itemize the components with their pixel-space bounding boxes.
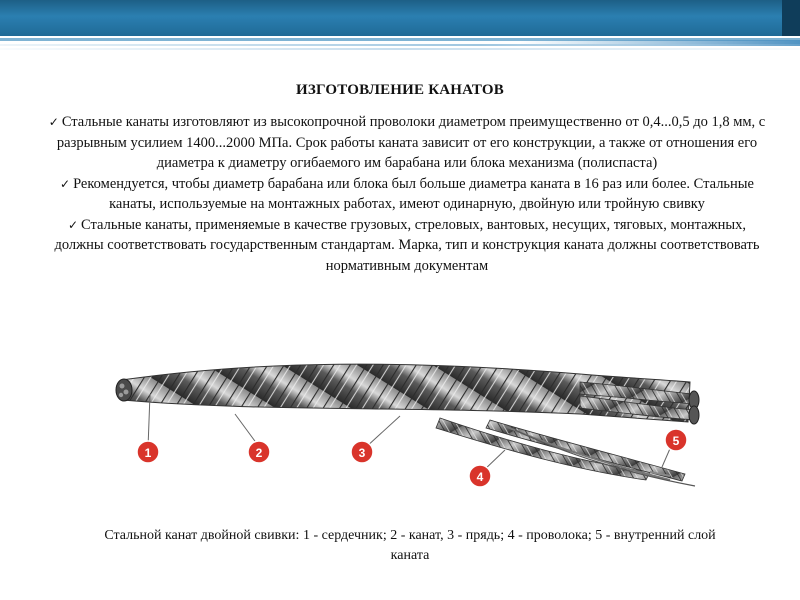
marker-1	[137, 441, 159, 463]
header-line-1	[0, 44, 800, 46]
checkmark-icon: ✓	[67, 217, 79, 232]
marker-1-label: 1	[144, 446, 152, 460]
marker-2-label: 2	[255, 446, 263, 460]
bullet-list	[48, 112, 766, 276]
marker-5	[665, 429, 687, 451]
marker-4	[469, 465, 491, 487]
steel-rope-figure	[110, 352, 710, 502]
bullet-item	[48, 215, 766, 277]
marker-3	[351, 441, 373, 463]
rope-body	[116, 364, 699, 486]
marker-4-label: 4	[476, 470, 484, 484]
bullet-item	[48, 112, 766, 174]
bullet-text: Стальные канаты изготовляют из высокопрочной проволоки диаметром преимущественно от 0,4...0,5 до 1,8 мм, с разрывным усилием 1400...2000 МПа. Срок работы каната зависит от его конструкции, а также от отношения его диаметра к диаметру огибаемого им барабана или блока механизма (полиспаста)	[56, 114, 766, 171]
steel-rope-illustration	[110, 352, 710, 502]
marker-3-label: 3	[358, 446, 366, 460]
header-band	[0, 0, 800, 36]
header-band-corner	[782, 0, 800, 36]
header-line-2	[0, 48, 800, 50]
marker-2	[248, 441, 270, 463]
slide-title: ИЗГОТОВЛЕНИЕ КАНАТОВ	[296, 82, 504, 98]
bullet-item	[48, 174, 766, 215]
checkmark-icon: ✓	[48, 115, 59, 129]
bullet-text: Рекомендуется, чтобы диаметр барабана или блока был больше диаметра каната в 16 раз или более. Стальные канаты, используемые на монтажных работах, имеют одинарную, двойную или тройную свивку	[73, 175, 754, 212]
marker-5-label: 5	[672, 434, 680, 448]
bullet-text: Стальные канаты, применяемые в качестве грузовых, стреловых, вантовых, несущих, тяговых, монтажных, должны соответствовать государственным стандартам. Марка, тип и конструкция каната должны соответствовать нормативным документам	[54, 216, 760, 274]
checkmark-icon: ✓	[60, 176, 71, 191]
figure-caption: Стальной канат двойной свивки: 1 - сердечник; 2 - канат, 3 - прядь; 4 - проволока; 5 - внутренний слой каната	[104, 528, 716, 563]
